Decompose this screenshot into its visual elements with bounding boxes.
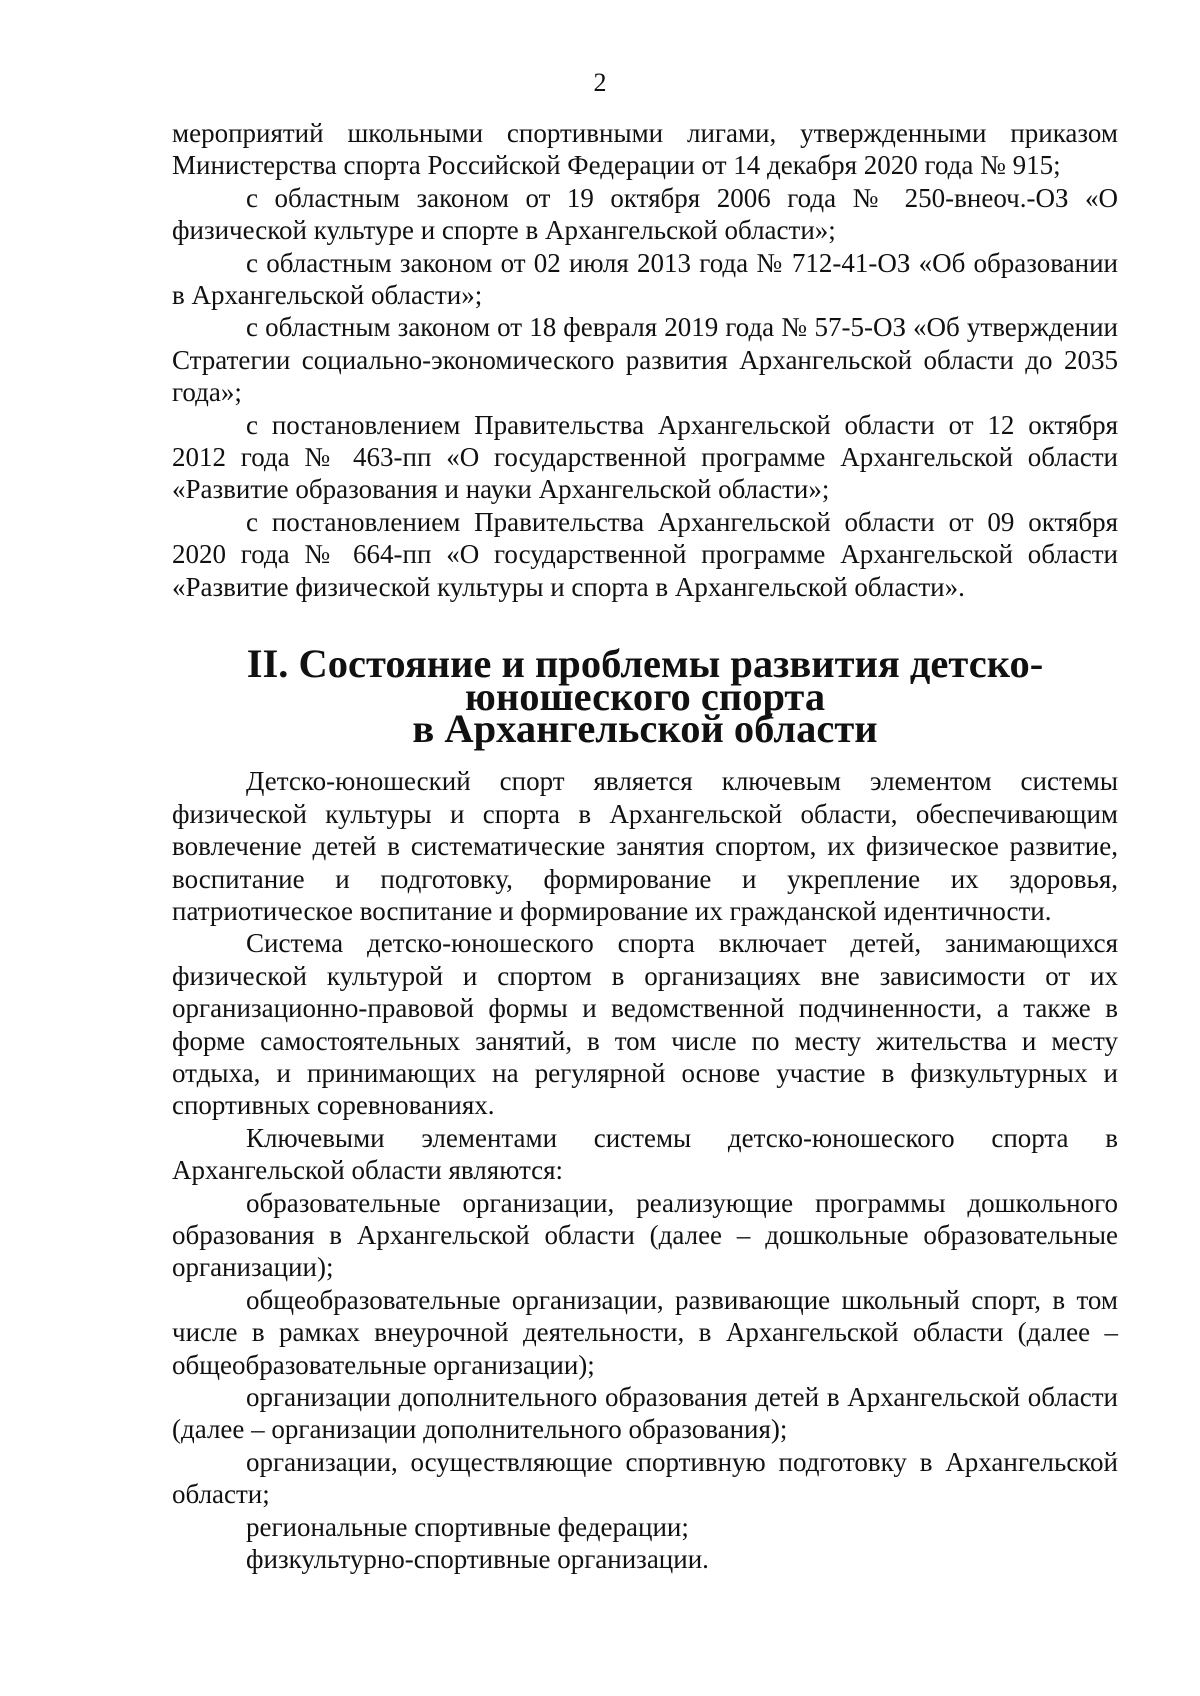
paragraph: с постановлением Правительства Архангельской области от 12 октября 2012 года № 463-пп «О государственной программе Архангельской области «Развитие образования и науки Архангельской области»; — [172, 409, 1118, 505]
list-item: физкультурно-спортивные организации. — [246, 1544, 709, 1575]
list-item: региональные спортивные федерации; — [246, 1511, 689, 1542]
list-item: организации, осуществляющие спортивную подготовку в Архангельской области; — [172, 1446, 1118, 1510]
section-heading-line-1: II. Состояние и проблемы развития детско-юношеского спорта — [246, 641, 1044, 719]
paragraph: с областным законом от 19 октября 2006 года № 250-внеоч.-ОЗ «О физической культуре и спорте в Архангельской области»; — [172, 182, 1118, 246]
paragraph: Ключевыми элементами системы детско-юношеского спорта в Архангельской области являются: — [172, 1122, 1118, 1186]
intro-paragraphs — [172, 117, 1118, 603]
paragraph: с областным законом от 18 февраля 2019 года № 57-5-ОЗ «Об утверждении Стратегии социально-экономического развития Архангельской области до 2035 года»; — [172, 312, 1118, 408]
list-item: организации дополнительного образования детей в Архангельской области (далее – организации дополнительного образования); — [172, 1382, 1118, 1445]
document-body — [172, 117, 1118, 1575]
list-item: общеобразовательные организации, развивающие школьный спорт, в том числе в рамках внеурочной деятельности, в Архангельской области (далее – общеобразовательные организации); — [172, 1284, 1118, 1380]
page-number: 2 — [593, 68, 607, 97]
paragraph: Система детско-юношеского спорта включает детей, занимающихся физической культурой и спортом в организациях вне зависимости от их организационно-правовой формы и ведомственной подчиненности, а также в форме самостоятельных занятий, в том числе по месту жительства и месту отдыха, и принимающих на регулярной основе участие в физкультурных и спортивных соревнованиях. — [172, 928, 1118, 1121]
paragraph: Детско-юношеский спорт является ключевым элементом системы физической культуры и спорта в Архангельской области, обеспечивающим вовлечение детей в систематические занятия спортом, их физическое развитие, воспитание и подготовку, формирование и укрепление их здоровья, патриотическое воспитание и формирование их гражданской идентичности. — [172, 766, 1118, 926]
section-paragraphs — [172, 765, 1118, 1575]
paragraph: мероприятий школьными спортивными лигами, утвержденными приказом Министерства спорта Российской Федерации от 14 декабря 2020 года № 915; — [172, 118, 1118, 181]
paragraph: с постановлением Правительства Архангельской области от 09 октября 2020 года № 664-пп «О государственной программе Архангельской области «Развитие физической культуры и спорта в Архангельской области». — [172, 506, 1118, 602]
list-item: образовательные организации, реализующие программы дошкольного образования в Архангельской области (далее – дошкольные образовательные организации); — [172, 1187, 1118, 1283]
section-heading — [172, 641, 1118, 751]
section-heading-line-2: в Архангельской области — [412, 705, 878, 751]
paragraph: с областным законом от 02 июля 2013 года № 712-41-ОЗ «Об образовании в Архангельской области»; — [172, 247, 1118, 311]
